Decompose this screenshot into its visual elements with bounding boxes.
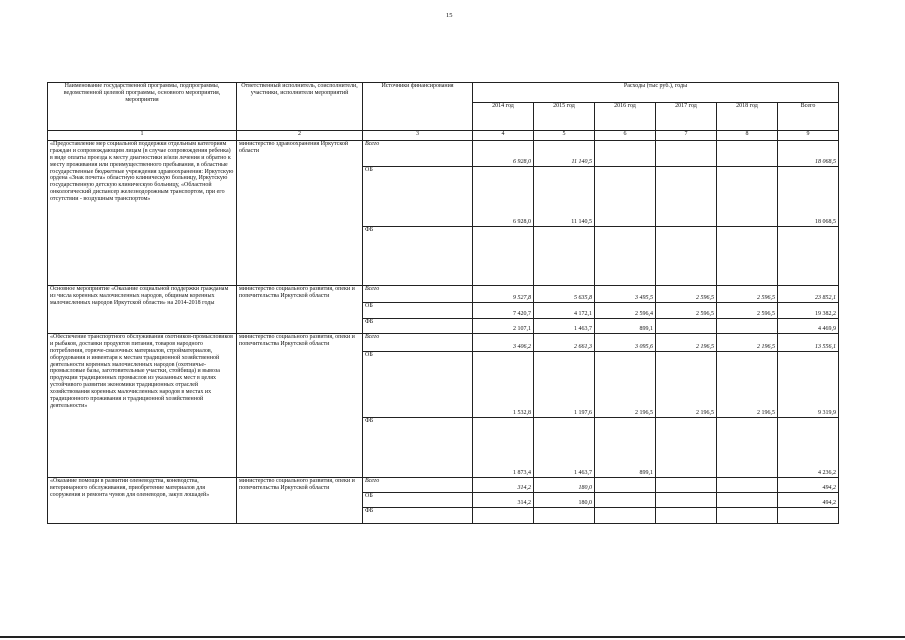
amount-cell: 9 319,9 [778, 352, 839, 418]
amount-cell [717, 478, 778, 493]
amount-cell [595, 493, 656, 508]
amount-cell: 1 463,7 [534, 418, 595, 478]
amount-cell [717, 319, 778, 334]
amount-cell: 4 236,2 [778, 418, 839, 478]
table-row [48, 141, 839, 167]
amount-cell: 2 596,4 [595, 303, 656, 319]
amount-cell: 2 596,5 [717, 303, 778, 319]
funding-source-label: Всего [363, 478, 473, 493]
amount-cell [717, 227, 778, 286]
header-year-2016: 2016 год [595, 103, 656, 131]
amount-cell: 494,2 [778, 478, 839, 493]
amount-cell: 2 196,5 [717, 334, 778, 352]
amount-cell: 2 661,3 [534, 334, 595, 352]
measure-executor: министерство здравоохранения Иркутской области [237, 141, 363, 286]
col-number: 2 [237, 131, 363, 141]
amount-cell [595, 478, 656, 493]
amount-cell: 314,2 [473, 478, 534, 493]
amount-cell: 2 196,5 [717, 352, 778, 418]
header-year-2015: 2015 год [534, 103, 595, 131]
col-number: 6 [595, 131, 656, 141]
measure-name: «Обеспечение транспортного обслуживания охотников-промысловиков и рыбаков, доставки продуктов питания, товаров народного потребления, горюче-смазочных материалов, стройматериалов, оборудования и инвентаря к местам традиционной хозяйственной деятельности коренных малочисленных народов (охотничье-промысловые базы, заготовительные участки, стойбища) и вывоза продукции традиционных промыслов из указанных мест в целях устойчивого развития экономики традиционных отраслей хозяйствования коренных малочисленных народов в местах их традиционного проживания и традиционной хозяйственной деятельности» [48, 334, 237, 478]
col-number: 3 [363, 131, 473, 141]
amount-cell: 2 196,5 [595, 352, 656, 418]
funding-source-label: ОБ [363, 303, 473, 319]
amount-cell [534, 508, 595, 524]
funding-source-label: ОБ [363, 167, 473, 227]
amount-cell: 2 596,5 [656, 286, 717, 303]
amount-cell [656, 493, 717, 508]
funding-source-label: ФБ [363, 508, 473, 524]
amount-cell: 13 556,1 [778, 334, 839, 352]
amount-cell [534, 227, 595, 286]
page-bottom-border [0, 636, 905, 638]
amount-cell: 2 196,5 [656, 334, 717, 352]
measure-name: Основное мероприятие «Оказание социальной поддержки гражданам из числа коренных малочисленных народов, общинам коренных малочисленных народов Иркутской области» на 2014-2018 годы [48, 286, 237, 334]
header-executor: Ответственный исполнитель, соисполнители, участники, исполнители мероприятий [237, 83, 363, 131]
budget-table [47, 82, 839, 524]
amount-cell: 7 420,7 [473, 303, 534, 319]
amount-cell [595, 508, 656, 524]
header-year-2017: 2017 год [656, 103, 717, 131]
amount-cell: 1 873,4 [473, 418, 534, 478]
amount-cell: 19 382,2 [778, 303, 839, 319]
measure-name: «Оказание помощи в развитии оленеводства, коневодства, ветеринарного обслуживания, приобретение материалов для сооружения и ремонта чумов для оленеводов, закуп лошадей» [48, 478, 237, 524]
amount-cell: 4 172,1 [534, 303, 595, 319]
amount-cell [473, 227, 534, 286]
table-row [48, 334, 839, 352]
amount-cell [656, 508, 717, 524]
amount-cell: 9 527,8 [473, 286, 534, 303]
amount-cell: 494,2 [778, 493, 839, 508]
amount-cell [595, 141, 656, 167]
amount-cell: 1 532,8 [473, 352, 534, 418]
funding-source-label: ФБ [363, 319, 473, 334]
amount-cell: 1 197,6 [534, 352, 595, 418]
amount-cell: 3 495,5 [595, 286, 656, 303]
amount-cell: 23 852,1 [778, 286, 839, 303]
amount-cell: 6 928,0 [473, 141, 534, 167]
amount-cell [656, 141, 717, 167]
amount-cell: 2 596,5 [656, 303, 717, 319]
measure-executor: министерство социального развития, опеки и попечительства Иркутской области [237, 286, 363, 334]
header-program-name: Наименование государственной программы, подпрограммы, ведомственной целевой программы, основного мероприятия, мероприятия [48, 83, 237, 131]
amount-cell: 899,1 [595, 418, 656, 478]
funding-source-label: ФБ [363, 418, 473, 478]
funding-source-label: Всего [363, 334, 473, 352]
amount-cell: 18 068,5 [778, 167, 839, 227]
amount-cell [473, 508, 534, 524]
amount-cell: 5 635,8 [534, 286, 595, 303]
col-number: 9 [778, 131, 839, 141]
amount-cell [656, 167, 717, 227]
col-number: 7 [656, 131, 717, 141]
amount-cell: 180,0 [534, 478, 595, 493]
amount-cell [717, 493, 778, 508]
measure-name: «Предоставление мер социальной поддержки отдельным категориям граждан и сопровождающим лицам (в случае сопровождения ребенка) в виде оплаты проезда к месту диагностики и/или лечения и обратно к месту проживания или преимущественного пребывания, в областные государственные бюджетные учреждения здравоохранения: Иркутскую ордена «Знак почета» областную клиническую больницу, Иркутскую государственную детскую клиническую больницу, «Областной онкологический диспансер железнодорожным транспортом, при его отсутствии - воздушным транспортом» [48, 141, 237, 286]
table-row [48, 478, 839, 493]
amount-cell: 314,2 [473, 493, 534, 508]
header-year-2014: 2014 год [473, 103, 534, 131]
header-total: Всего [778, 103, 839, 131]
amount-cell: 18 068,5 [778, 141, 839, 167]
funding-source-label: ФБ [363, 227, 473, 286]
col-number: 1 [48, 131, 237, 141]
amount-cell [656, 227, 717, 286]
amount-cell: 1 463,7 [534, 319, 595, 334]
amount-cell: 4 469,9 [778, 319, 839, 334]
table-row [48, 286, 839, 303]
amount-cell [595, 227, 656, 286]
amount-cell: 11 140,5 [534, 167, 595, 227]
page-number: 15 [446, 12, 453, 19]
amount-cell [778, 508, 839, 524]
amount-cell: 6 928,0 [473, 167, 534, 227]
amount-cell [656, 478, 717, 493]
amount-cell [595, 167, 656, 227]
amount-cell: 3 406,2 [473, 334, 534, 352]
funding-source-label: Всего [363, 141, 473, 167]
amount-cell: 180,0 [534, 493, 595, 508]
amount-cell [717, 167, 778, 227]
amount-cell: 2 596,5 [717, 286, 778, 303]
header-year-2018: 2018 год [717, 103, 778, 131]
amount-cell: 2 107,1 [473, 319, 534, 334]
amount-cell [656, 319, 717, 334]
col-number: 4 [473, 131, 534, 141]
funding-source-label: ОБ [363, 352, 473, 418]
col-number: 5 [534, 131, 595, 141]
amount-cell [656, 418, 717, 478]
amount-cell [717, 418, 778, 478]
col-number: 8 [717, 131, 778, 141]
funding-source-label: Всего [363, 286, 473, 303]
measure-executor: министерство социального развития, опеки и попечительства Иркутской области [237, 478, 363, 524]
amount-cell: 3 095,6 [595, 334, 656, 352]
funding-source-label: ОБ [363, 493, 473, 508]
amount-cell [717, 141, 778, 167]
header-expenses: Расходы (тыс руб.), годы [473, 83, 839, 103]
amount-cell [717, 508, 778, 524]
amount-cell: 2 196,5 [656, 352, 717, 418]
amount-cell: 899,1 [595, 319, 656, 334]
header-funding-sources: Источники финансирования [363, 83, 473, 131]
measure-executor: министерство социального развития, опеки и попечительства Иркутской области [237, 334, 363, 478]
amount-cell: 11 140,5 [534, 141, 595, 167]
amount-cell [778, 227, 839, 286]
